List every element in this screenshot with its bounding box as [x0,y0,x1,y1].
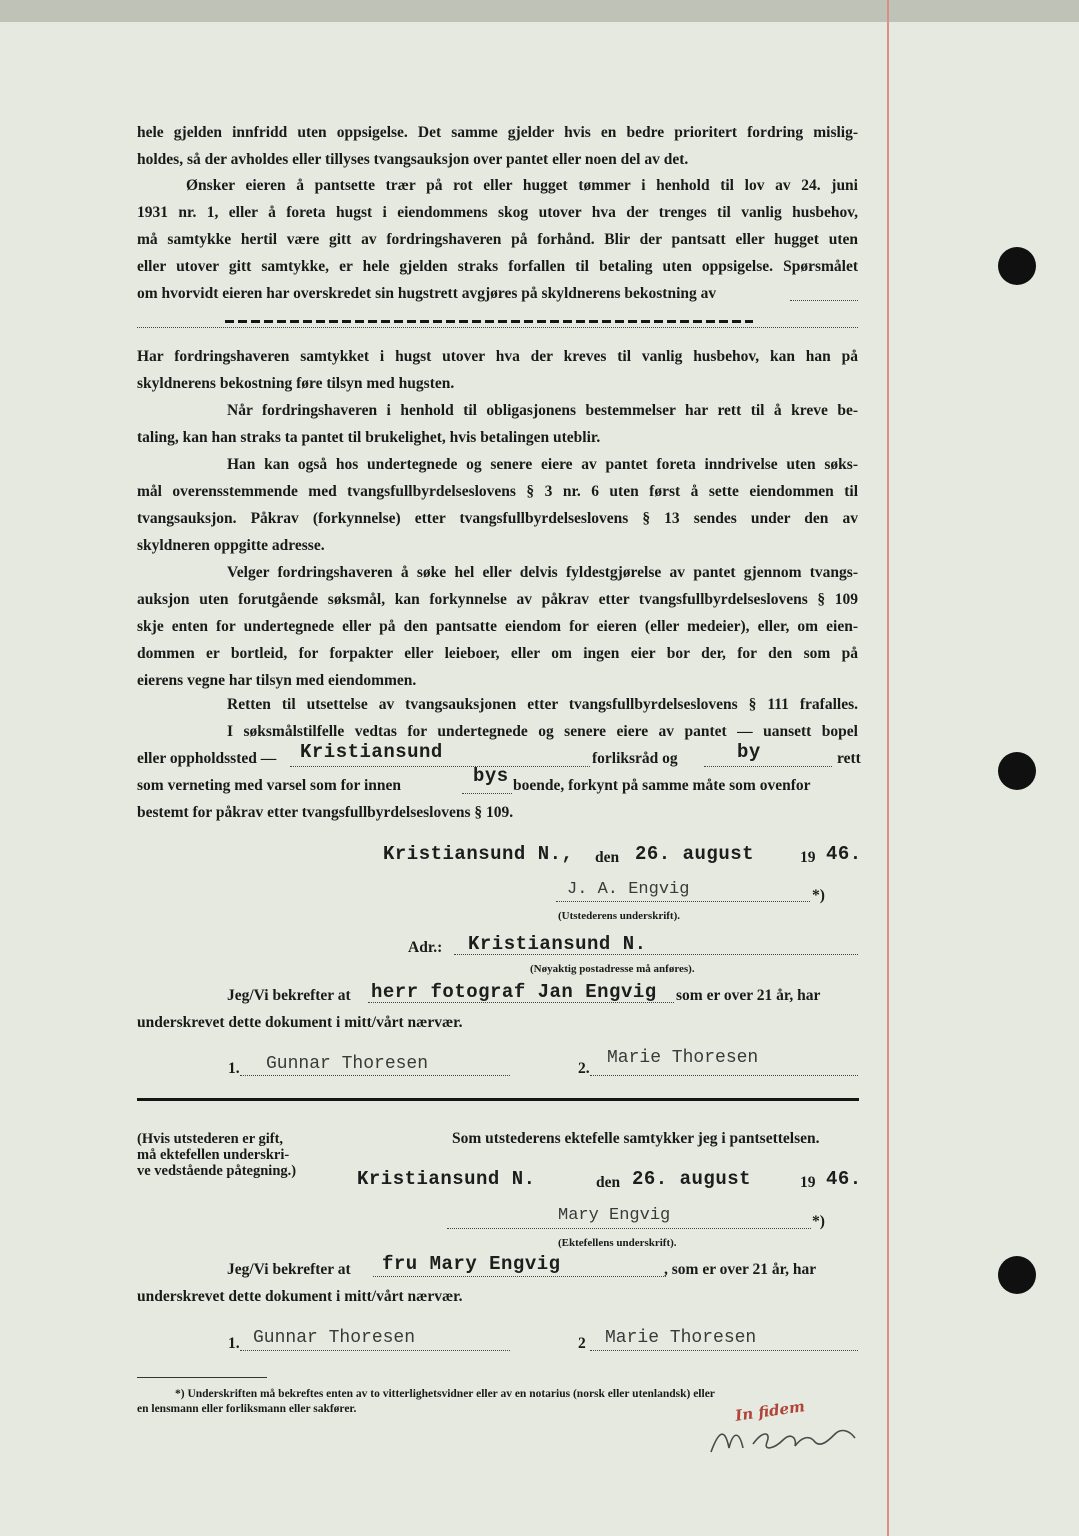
address-caption: (Nøyaktig postadresse må anføres). [530,963,695,975]
witness2-suffix: , som er over 21 år, har [664,1261,817,1278]
body-line: Retten til utsettelse av tvangsauksjonen etter tvangsfullbyrdelseslovens § 111 frafalles. [227,696,858,713]
date1-den: den [595,849,620,866]
body-line: eller utover gitt samtykke, er hele gjelden straks forfallen til betaling uten oppsigelse. Spørsmålet [137,258,858,275]
date1-place: Kristiansund N., [383,843,574,865]
date1-year-prefix: 19 [800,849,816,866]
signature-line [590,1075,858,1076]
witness1-signature-2: Marie Thoresen [607,1048,759,1068]
fill-in-line [462,793,512,794]
body-line: Ønsker eieren å pantsette trær på rot eller hugget tømmer i henhold til lov av 24. juni [186,177,858,194]
fill-in-line [790,300,858,301]
body-line: skyldneren oppgitte adresse. [137,537,325,554]
date2-year-prefix: 19 [800,1174,816,1191]
body-line: taling, kan han straks ta pantet til brukelighet, hvis betalingen uteblir. [137,429,601,446]
venue-mid: forliksråd og [592,750,678,767]
scan-edge [0,0,1079,22]
footnote-line: *) Underskriften må bekreftes enten av to vitterlighetsvidner eller av en notarius (norsk eller utenlandsk) eller [175,1388,715,1400]
body-line: tvangsauksjon. Påkrav (forkynnelse) etter tvangsfullbyrdelseslovens § 13 sendes under den av [137,510,858,527]
punch-hole [998,1256,1036,1294]
spouse-note-line: (Hvis utstederen er gift, [137,1131,284,1147]
address-value: Kristiansund N. [468,933,647,955]
witness1-n1: 1. [228,1060,240,1077]
witness2-line2: underskrevet dette dokument i mitt/vårt nærvær. [137,1288,463,1305]
venue3-line: bestemt for påkrav etter tvangsfullbyrdelseslovens § 109. [137,804,514,821]
body-line: Velger fordringshaveren å søke hel eller delvis fyldestgjørelse av pantet gjennom tvangs- [227,564,858,581]
spouse-caption: (Ektefellens underskrift). [558,1237,677,1249]
body-line: om hvorvidt eieren har overskredet sin hugstrett avgjøres på skyldnerens bekostning av [137,285,717,302]
date2-den: den [596,1174,621,1191]
spouse-signature: Mary Engvig [558,1206,671,1225]
issuer-caption: (Utstederens underskrift). [558,910,681,922]
venue2-suffix: boende, forkynt på samme måte som ovenfor [513,777,811,794]
spouse-note-line: ve vedstående påtegning.) [137,1163,297,1179]
witness2-person: fru Mary Engvig [382,1253,561,1275]
margin-rule [887,0,889,1536]
date2-year-suffix: 46. [826,1168,862,1190]
witness1-n2: 2. [578,1060,590,1077]
fill-in-line [373,1276,666,1277]
body-line: dommen er bortleid, for forpakter eller leieboer, eller om ingen eier bor der, for den som på [137,645,858,662]
body-line: 1931 nr. 1, eller å foreta hugst i eiendommens skog utover hva der trenges til vanlig husbehov, [137,204,858,221]
venue-prefix: eller oppholdssted — [137,750,277,767]
footnote-line: en lensmann eller forliksmann eller sakfører. [137,1403,357,1415]
witness2-prefix: Jeg/Vi bekrefter at [227,1261,351,1278]
venue2-prefix: som verneting med varsel som for innen [137,777,402,794]
date1-day: 26. august [635,843,755,865]
witness1-line2: underskrevet dette dokument i mitt/vårt nærvær. [137,1014,463,1031]
punch-hole [998,752,1036,790]
section-divider [137,1098,859,1101]
body-line: Har fordringshaveren samtykket i hugst utover hva der kreves til vanlig husbehov, kan han på [137,348,858,365]
body-line: I søksmålstilfelle vedtas for undertegnede og senere eiere av pantet — uansett bopel [227,723,858,740]
fill-in-line [704,766,832,767]
fill-in-line [290,766,590,767]
body-line: må samtykke hertil være gitt av fordringshaveren på forhånd. Blir der pantsatt eller hugget uten [137,231,858,248]
address-label: Adr.: [408,939,443,956]
witness2-n1: 1. [228,1335,240,1352]
signature-line [447,1228,811,1229]
date1-year-suffix: 46. [826,843,862,865]
spouse-consent: Som utstederens ektefelle samtykker jeg i pantsettelsen. [452,1130,820,1147]
venue-kind: by [737,741,761,763]
body-line: holdes, så der avholdes eller tillyses tvangsauksjon over pantet eller noen del av det. [137,151,689,168]
witness1-suffix: som er over 21 år, har [676,987,821,1004]
typed-dash-line [225,320,753,323]
signature-line [240,1350,510,1351]
issuer-signature: J. A. Engvig [567,880,690,899]
witness1-prefix: Jeg/Vi bekrefter at [227,987,351,1004]
footnote-rule [137,1377,267,1378]
body-line: skje enten for undertegnede eller på den pantsatte eiendom for eieren (eller medeier), eller, om eien- [137,618,858,635]
body-line: eierens vegne har tilsyn med eiendommen. [137,672,417,689]
spouse-note-line: må ektefellen underskri- [137,1147,290,1163]
body-line: Han kan også hos undertegnede og senere eiere av pantet foreta inndrivelse uten søks- [227,456,858,473]
signature-line [590,1350,858,1351]
fill-in-line [137,327,858,328]
date2-place: Kristiansund N. [357,1168,536,1190]
venue-place: Kristiansund [300,741,443,763]
witness1-signature-1: Gunnar Thoresen [266,1054,429,1074]
in-fidem-stamp: In fidem [734,1397,806,1425]
footnote-mark: *) [812,887,825,904]
signature-line [240,1075,510,1076]
witness2-signature-2: Marie Thoresen [605,1328,757,1348]
punch-hole [998,247,1036,285]
venue2-kind: bys [473,765,509,787]
body-line: mål overensstemmende med tvangsfullbyrdelseslovens § 3 nr. 6 uten først å sette eiendommen til [137,483,858,500]
witness1-person: herr fotograf Jan Engvig [371,981,657,1003]
footnote-mark: *) [812,1213,825,1230]
body-line: hele gjelden innfridd uten oppsigelse. Det samme gjelder hvis en bedre prioritert fordring mislig- [137,124,858,141]
witness2-n2: 2 [578,1335,586,1352]
venue-suffix: rett [837,750,861,767]
signature-line [556,901,810,902]
body-line: Når fordringshaveren i henhold til obligasjonens bestemmelser har rett til å kreve be- [227,402,858,419]
date2-day: 26. august [632,1168,752,1190]
body-line: auksjon uten forutgående søksmål, kan forkynnelse av påkrav etter tvangsfullbyrdelseslovens § 109 [137,591,858,608]
official-signature-scribble [705,1418,865,1460]
body-line: skyldnerens bekostning føre tilsyn med hugsten. [137,375,455,392]
witness2-signature-1: Gunnar Thoresen [253,1328,416,1348]
